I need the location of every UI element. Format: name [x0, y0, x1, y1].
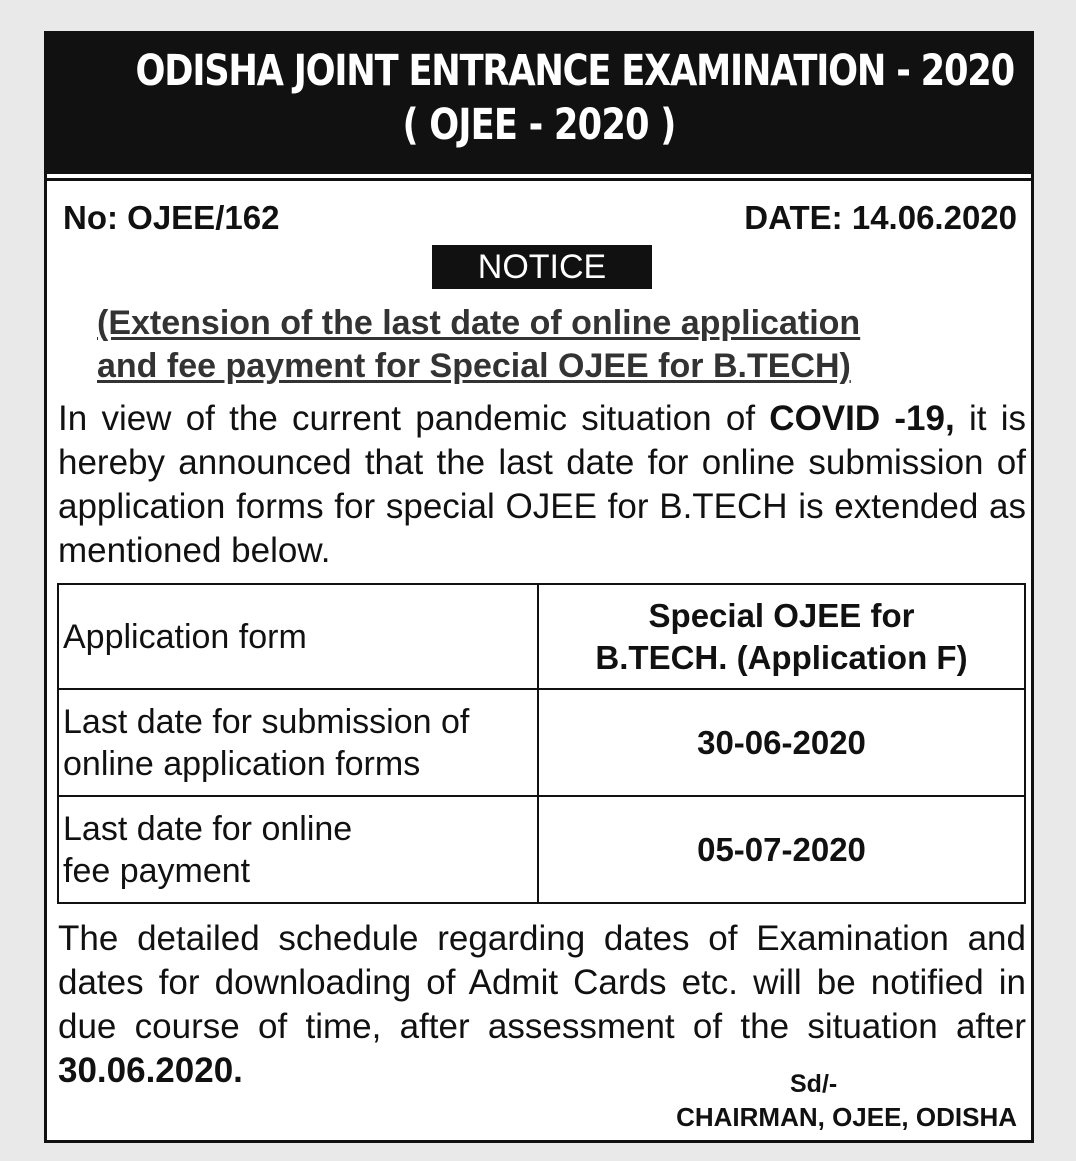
intro-text-end: it is hereby announced that the last date for online submission of application forms for special OJEE for B.TECH is extended as mentioned below.	[58, 399, 1026, 570]
row-value-fee-date: 05-07-2020	[538, 796, 1025, 903]
intro-paragraph	[58, 397, 1026, 573]
schedule-table	[57, 583, 1026, 904]
intro-text-start: In view of the current pandemic situation of	[58, 399, 770, 438]
row-label-line: online application forms	[63, 744, 421, 783]
row-label-line: Last date for submission of	[63, 702, 470, 741]
header-col2-line-2: B.TECH. (Application F)	[595, 638, 968, 676]
notice-label: NOTICE	[432, 245, 652, 289]
exam-short-title: ( OJEE - 2020 )	[402, 100, 676, 150]
header-cell-special-ojee	[538, 584, 1025, 689]
notice-document	[44, 31, 1034, 1143]
row-label-line: Last date for online	[63, 809, 353, 848]
signature-sd: Sd/-	[790, 1070, 838, 1098]
exam-title: ODISHA JOINT ENTRANCE EXAMINATION - 2020	[135, 46, 1014, 96]
row-label-line: fee payment	[63, 851, 251, 890]
table-row	[58, 689, 1025, 796]
row-label-submission	[58, 689, 538, 796]
header-banner	[47, 34, 1031, 174]
subject-line-1: (Extension of the last date of online application	[97, 304, 861, 342]
header-col2-line-1: Special OJEE for	[648, 596, 915, 634]
subject-line-2: and fee payment for Special OJEE for B.TECH)	[97, 347, 851, 385]
table-header-row	[58, 584, 1025, 689]
signature-designation: CHAIRMAN, OJEE, ODISHA	[676, 1102, 1017, 1132]
notice-subject	[97, 302, 987, 388]
table-row	[58, 796, 1025, 903]
row-value-submission-date: 30-06-2020	[538, 689, 1025, 796]
header-cell-application-form: Application form	[58, 584, 538, 689]
header-divider	[47, 178, 1031, 181]
closing-text: The detailed schedule regarding dates of Examination and dates for downloading of Admit Cards etc. will be notified in due course of time, after assessment of the situation after	[58, 919, 1026, 1046]
row-label-fee-payment	[58, 796, 538, 903]
reference-number: No: OJEE/162	[63, 199, 280, 236]
reference-date: DATE: 14.06.2020	[744, 199, 1017, 236]
intro-emphasis: COVID -19,	[769, 399, 955, 438]
closing-emphasis: 30.06.2020.	[58, 1051, 243, 1090]
closing-paragraph	[58, 917, 1026, 1093]
